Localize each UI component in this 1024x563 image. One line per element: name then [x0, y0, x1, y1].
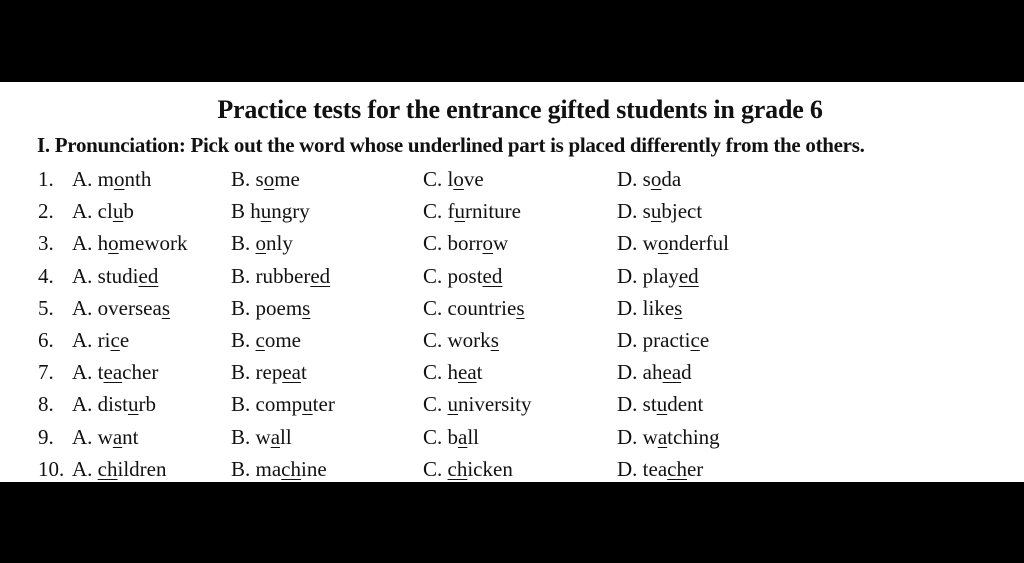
question-number: 10. — [38, 456, 65, 481]
word-part: post — [447, 263, 483, 288]
word-part: ine — [301, 456, 327, 481]
option-letter: C. — [423, 199, 448, 224]
option-b — [231, 231, 293, 256]
option-d — [617, 328, 709, 353]
question-row — [0, 360, 1024, 392]
option-letter: C. — [423, 456, 448, 481]
option-a — [72, 360, 158, 385]
option-letter: A. — [72, 424, 98, 449]
option-letter: B. — [231, 295, 256, 320]
underlined-part: o — [482, 231, 494, 256]
option-a — [72, 457, 166, 482]
underlined-part: s — [161, 295, 170, 320]
option-letter: C. — [423, 424, 448, 449]
option-b — [231, 457, 327, 482]
word-part: ma — [255, 456, 282, 481]
option-letter: C. — [423, 167, 448, 191]
question-row — [0, 199, 1024, 231]
underlined-part: a — [458, 424, 468, 449]
option-letter: D. — [617, 199, 643, 224]
option-letter: A. — [72, 360, 98, 385]
word-part: h — [250, 199, 261, 224]
option-letter: B. — [231, 328, 256, 352]
option-letter: B. — [231, 231, 256, 256]
underlined-part: u — [650, 199, 662, 224]
underlined-part: ea — [103, 360, 123, 385]
option-a — [72, 425, 139, 450]
option-letter: C. — [423, 360, 448, 385]
underlined-part: u — [112, 199, 124, 224]
word-part: e — [119, 328, 130, 352]
option-c — [423, 328, 499, 353]
word-part: tching — [667, 424, 720, 449]
option-a — [72, 167, 151, 192]
word-part: play — [642, 263, 679, 288]
option-letter: D. — [617, 231, 643, 256]
underlined-part: ed — [678, 263, 699, 288]
option-letter: D. — [617, 167, 643, 191]
option-letter: D. — [617, 392, 643, 417]
word-part: niversity — [458, 392, 532, 417]
option-letter: B. — [231, 456, 256, 481]
underlined-part: o — [108, 231, 119, 256]
option-c — [423, 167, 484, 192]
option-c — [423, 392, 532, 417]
word-part: rubber — [255, 263, 311, 288]
underlined-part: ed — [482, 263, 503, 288]
option-letter: C. — [423, 328, 448, 352]
word-part: t — [97, 360, 104, 385]
question-row — [0, 231, 1024, 263]
option-letter: A. — [72, 295, 98, 320]
page-title: Practice tests for the entrance gifted students in grade 6 — [217, 95, 823, 124]
underlined-part: s — [302, 295, 311, 320]
word-part: ll — [467, 424, 480, 449]
option-c — [423, 199, 521, 224]
word-part: st — [642, 392, 657, 417]
word-part: work — [447, 328, 491, 352]
option-d — [617, 425, 720, 450]
question-number: 8. — [38, 392, 54, 417]
word-part: b — [123, 199, 134, 224]
option-d — [617, 392, 703, 417]
underlined-part: ch — [667, 456, 687, 481]
word-part: s — [642, 199, 651, 224]
word-part: er — [686, 456, 704, 481]
word-part: bject — [661, 199, 703, 224]
underlined-part: o — [657, 231, 669, 256]
word-part: b — [447, 424, 459, 449]
option-a — [72, 392, 156, 417]
option-letter: C. — [423, 263, 448, 288]
underlined-part: o — [453, 167, 464, 191]
word-part: practi — [642, 328, 691, 352]
option-c — [423, 296, 525, 321]
underlined-part: s — [516, 295, 525, 320]
word-part: countrie — [447, 295, 517, 320]
option-letter: A. — [72, 167, 98, 191]
word-part: ll — [280, 424, 292, 449]
option-d — [617, 231, 729, 256]
underlined-part: c — [110, 328, 120, 352]
underlined-part: ch — [447, 456, 468, 481]
underlined-part: ed — [310, 263, 331, 288]
question-number: 3. — [38, 231, 54, 256]
question-number: 5. — [38, 295, 54, 320]
word-part: dist — [97, 392, 129, 417]
option-c — [423, 231, 508, 256]
option-b — [231, 199, 310, 224]
underlined-part: c — [255, 328, 265, 352]
underlined-part: u — [260, 199, 272, 224]
underlined-part: a — [657, 424, 668, 449]
option-letter: B. — [231, 167, 256, 191]
underlined-part: ea — [282, 360, 301, 385]
option-c — [423, 264, 502, 289]
underlined-part: a — [270, 424, 281, 449]
underlined-part: a — [112, 424, 123, 449]
question-row — [0, 328, 1024, 360]
word-part: comp — [255, 392, 303, 417]
underlined-part: u — [656, 392, 668, 417]
option-letter: D. — [617, 456, 643, 481]
question-number: 6. — [38, 328, 54, 352]
underlined-part: o — [114, 167, 125, 191]
word-part: d — [681, 360, 692, 385]
underlined-part: ea — [458, 360, 477, 385]
question-number: 9. — [38, 424, 54, 449]
option-letter: A. — [72, 328, 98, 352]
underlined-part: o — [255, 231, 267, 256]
option-letter: D. — [617, 295, 643, 320]
option-d — [617, 167, 681, 192]
word-part: ah — [642, 360, 663, 385]
underlined-part: s — [674, 295, 683, 320]
word-part: nly — [266, 231, 293, 256]
question-row — [0, 167, 1024, 199]
word-part: ve — [463, 167, 484, 191]
option-b — [231, 167, 300, 192]
word-part: ngry — [271, 199, 310, 224]
word-part: da — [661, 167, 682, 191]
option-b — [231, 392, 335, 417]
option-letter: A. — [72, 392, 98, 417]
word-part: ildren — [117, 456, 167, 481]
option-letter: A. — [72, 456, 98, 481]
option-a — [72, 199, 134, 224]
word-part: f — [447, 199, 455, 224]
option-b — [231, 264, 330, 289]
word-part: ome — [264, 328, 301, 352]
question-row — [0, 264, 1024, 296]
option-d — [617, 264, 699, 289]
option-letter: C. — [423, 392, 448, 417]
word-part: w — [255, 424, 271, 449]
underlined-part: ch — [97, 456, 118, 481]
word-part: tea — [642, 456, 668, 481]
section-instruction: I. Pronunciation: Pick out the word whose underlined part is placed differently from the others. — [37, 133, 865, 157]
word-part: w — [642, 424, 658, 449]
worksheet — [0, 82, 1024, 482]
option-c — [423, 360, 483, 385]
word-part: studi — [97, 263, 139, 288]
question-number: 7. — [38, 360, 54, 385]
question-number: 2. — [38, 199, 54, 224]
word-part: rb — [138, 392, 157, 417]
word-part: nderful — [668, 231, 729, 256]
word-part: poem — [255, 295, 303, 320]
word-part: like — [642, 295, 675, 320]
option-letter: B. — [231, 392, 256, 417]
option-d — [617, 360, 692, 385]
underlined-part: ed — [138, 263, 159, 288]
option-letter: A. — [72, 263, 98, 288]
option-d — [617, 199, 702, 224]
word-part: s — [255, 167, 264, 191]
option-letter: B. — [231, 263, 256, 288]
underlined-part: u — [454, 199, 466, 224]
option-d — [617, 457, 703, 482]
option-letter: C. — [423, 295, 448, 320]
option-letter: B. — [231, 360, 256, 385]
option-letter: A. — [72, 231, 98, 256]
word-part: ri — [97, 328, 111, 352]
word-part: nth — [124, 167, 152, 191]
option-b — [231, 425, 292, 450]
option-letter: C. — [423, 231, 448, 256]
question-row — [0, 392, 1024, 424]
question-number: 1. — [38, 167, 54, 191]
word-part: borr — [447, 231, 483, 256]
option-c — [423, 457, 513, 482]
word-part: m — [97, 167, 115, 191]
underlined-part: ch — [281, 456, 301, 481]
underlined-part: u — [447, 392, 459, 417]
underlined-part: o — [263, 167, 275, 191]
word-part: rep — [255, 360, 283, 385]
option-letter: D. — [617, 263, 643, 288]
word-part: h — [97, 231, 109, 256]
underlined-part: ea — [662, 360, 682, 385]
option-letter: D. — [617, 328, 643, 352]
option-b — [231, 296, 310, 321]
word-part: mework — [118, 231, 188, 256]
word-part: dent — [667, 392, 704, 417]
option-letter: B. — [231, 424, 256, 449]
word-part: h — [447, 360, 459, 385]
question-row — [0, 457, 1024, 489]
option-letter: B — [231, 199, 251, 224]
word-part: nt — [122, 424, 139, 449]
word-part: icken — [467, 456, 513, 481]
word-part: cher — [122, 360, 159, 385]
option-letter: A. — [72, 199, 98, 224]
underlined-part: u — [128, 392, 139, 417]
word-part: l — [447, 167, 454, 191]
word-part: cl — [97, 199, 113, 224]
question-row — [0, 296, 1024, 328]
word-part: me — [274, 167, 300, 191]
underlined-part: s — [490, 328, 499, 352]
option-d — [617, 296, 682, 321]
word-part: t — [301, 360, 307, 385]
word-part: w — [97, 424, 113, 449]
word-part: w — [642, 231, 658, 256]
question-number: 4. — [38, 263, 54, 288]
word-part: e — [699, 328, 710, 352]
option-a — [72, 231, 188, 256]
option-c — [423, 425, 479, 450]
word-part: rniture — [465, 199, 521, 224]
option-b — [231, 360, 307, 385]
underlined-part: c — [690, 328, 700, 352]
underlined-part: o — [650, 167, 662, 191]
question-row — [0, 425, 1024, 457]
word-part: s — [642, 167, 651, 191]
option-a — [72, 296, 170, 321]
word-part: ter — [312, 392, 335, 417]
option-letter: D. — [617, 360, 643, 385]
option-b — [231, 328, 301, 353]
option-a — [72, 264, 158, 289]
option-letter: D. — [617, 424, 643, 449]
underlined-part: u — [302, 392, 313, 417]
word-part: t — [476, 360, 483, 385]
word-part: oversea — [97, 295, 162, 320]
option-a — [72, 328, 129, 353]
word-part: w — [493, 231, 509, 256]
